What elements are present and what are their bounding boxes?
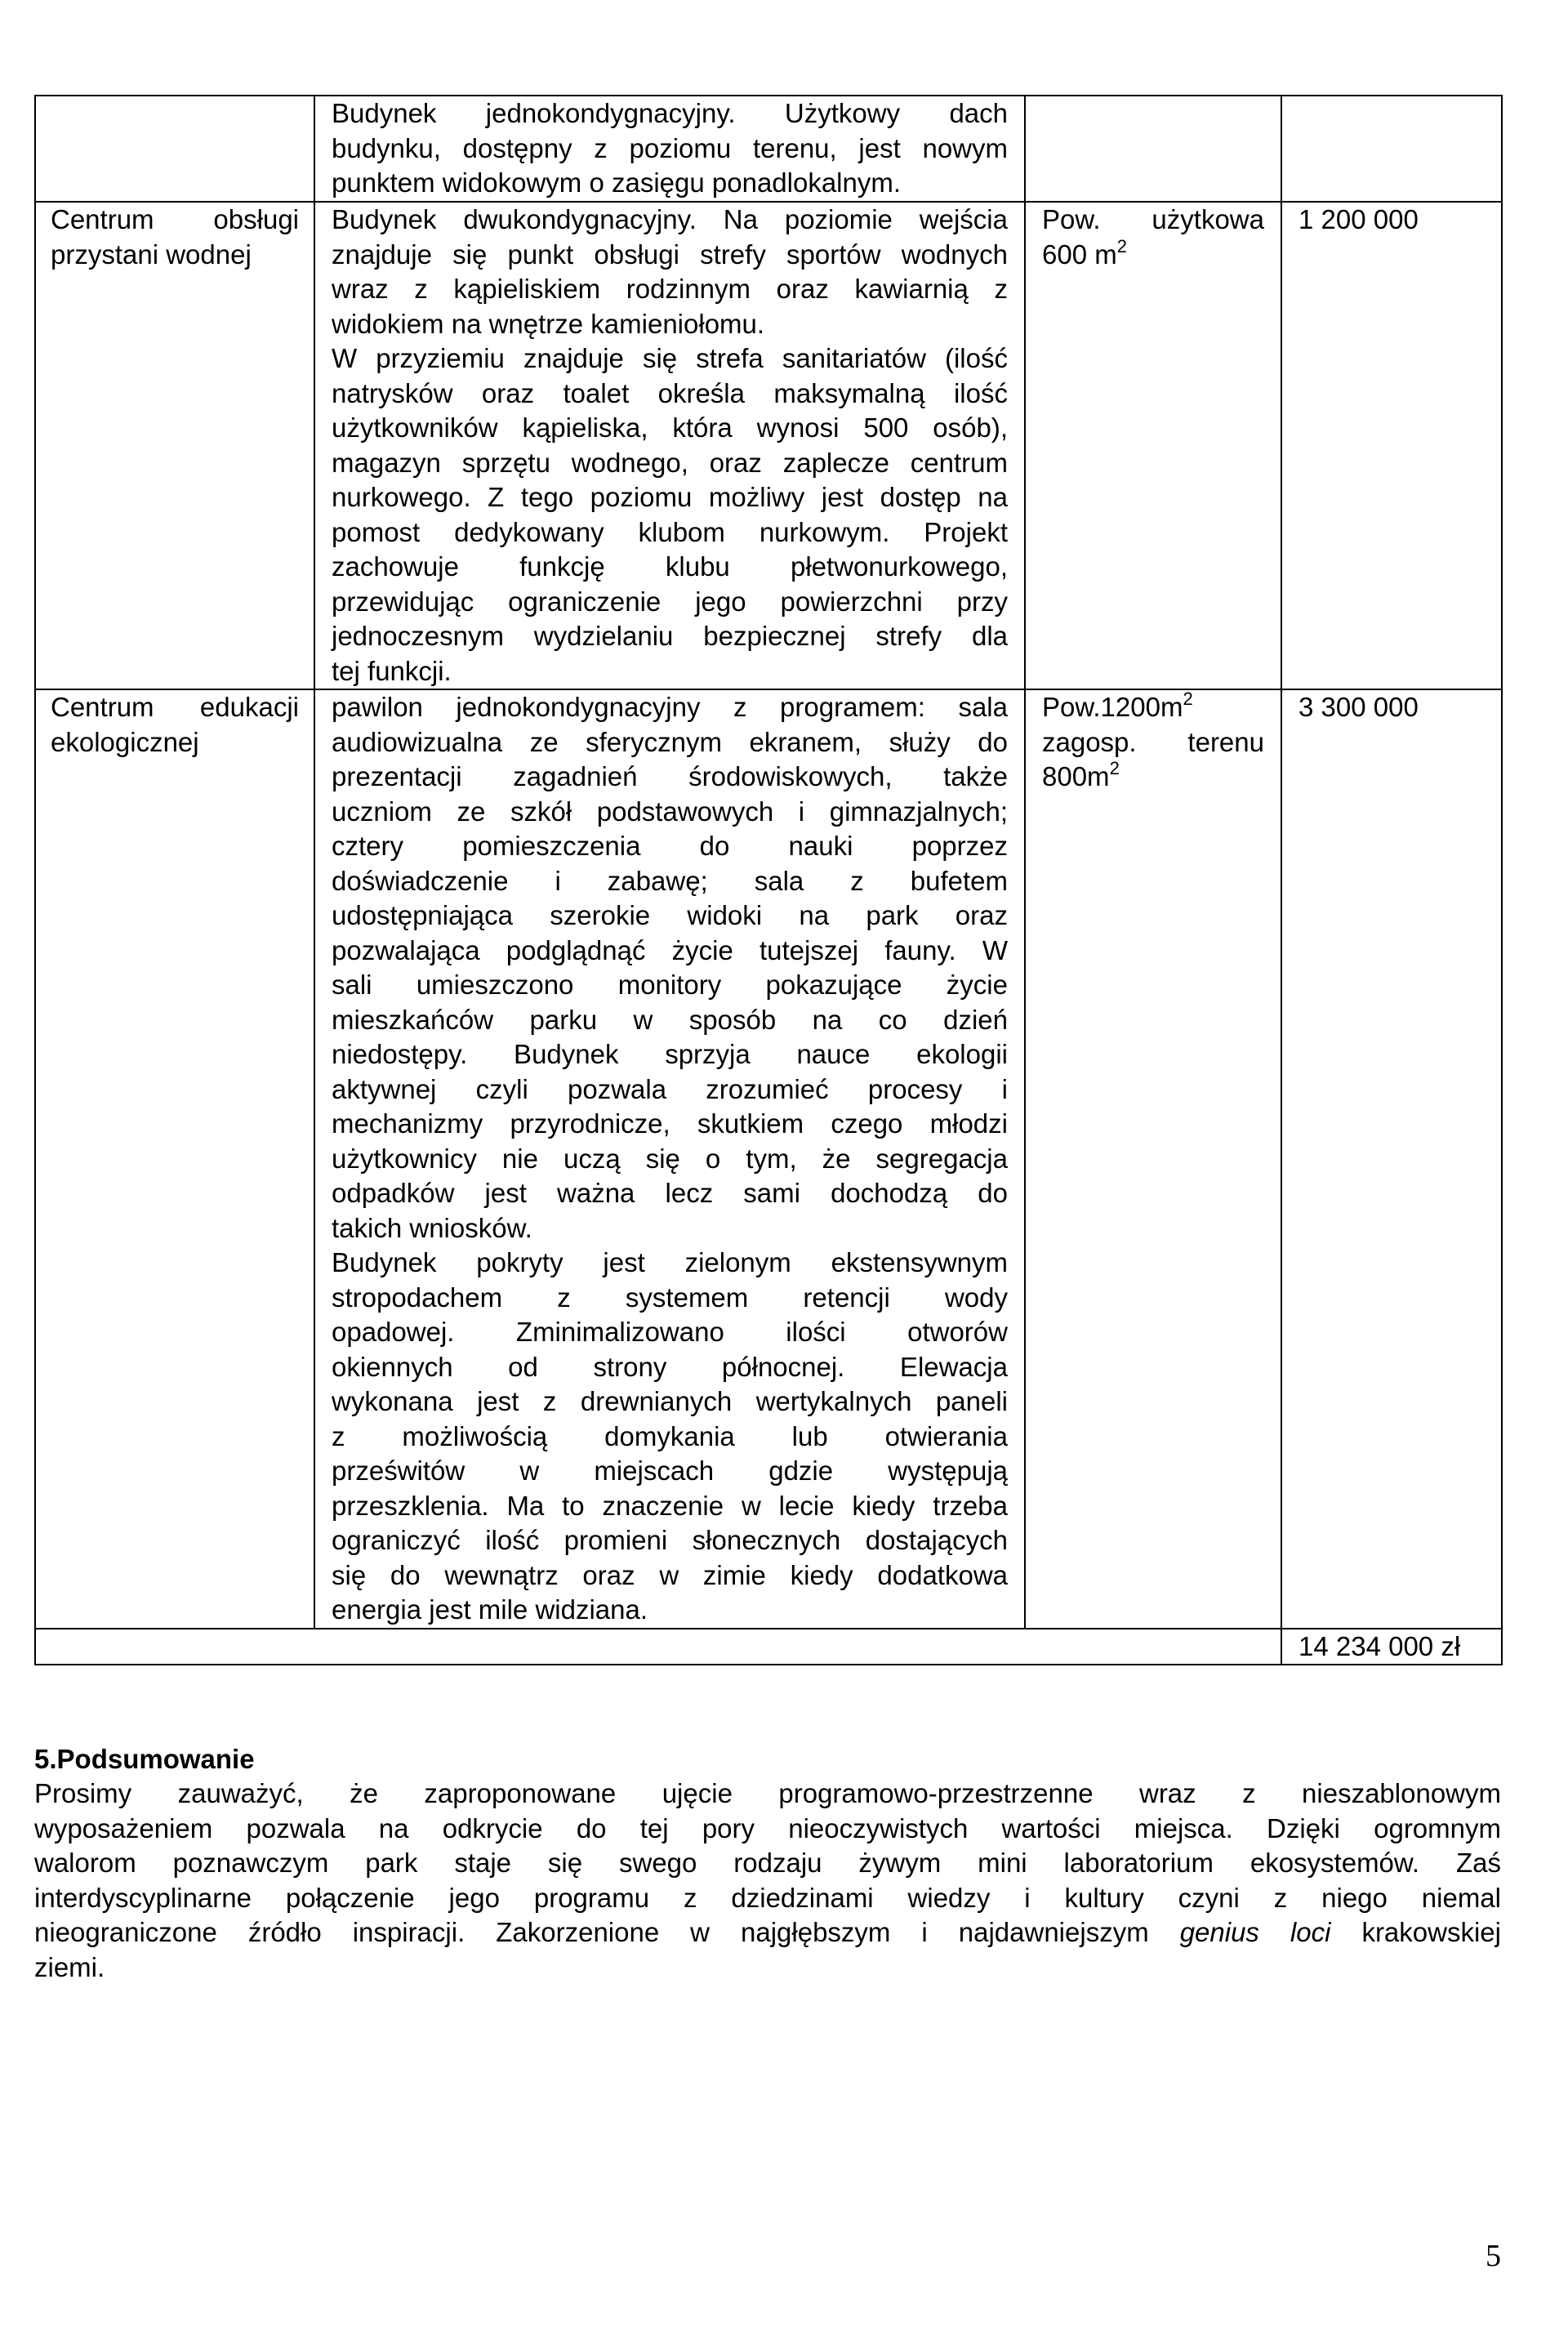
description-line: stropodachem z systemem retencji wody	[332, 1282, 1008, 1313]
description-line: mechanizmy przyrodnicze, skutkiem czego młodzi	[332, 1108, 1008, 1139]
area-line: Pow. użytkowa	[1042, 204, 1264, 234]
description-line: magazyn sprzętu wodnego, oraz zaplecze centrum	[332, 447, 1008, 478]
description-line: mieszkańców parku w sposób na co dzień	[332, 1004, 1008, 1035]
description-line: użytkownicy nie uczą się o tym, że segregacja	[332, 1143, 1008, 1174]
cost-cell: 1 200 000	[1281, 202, 1502, 689]
description-line: ograniczyć ilość promieni słonecznych dostających	[332, 1525, 1008, 1555]
paragraph-line: interdyscyplinarne połączenie jego programu z dziedzinami wiedzy i kultury czyni z niego niemal	[34, 1882, 1501, 1913]
area-cell	[1025, 96, 1281, 202]
paragraph-line: wyposażeniem pozwala na odkrycie do tej pory nieoczywistych wartości miejsca. Dzięki ogromnym	[34, 1812, 1501, 1843]
paragraph-line	[34, 1915, 1501, 1950]
description-line: W przyziemiu znajduje się strefa sanitariatów (ilość	[332, 343, 1008, 373]
table-row	[35, 689, 1502, 1629]
description-line: cztery pomieszczenia do nauki poprzez	[332, 831, 1008, 861]
facility-description-cell	[314, 96, 1025, 202]
description-line: udostępniająca szerokie widoki na park oraz	[332, 900, 1008, 930]
description-line: użytkowników kąpieliska, która wynosi 500 osób),	[332, 412, 1008, 443]
description-line: Budynek jednokondygnacyjny. Użytkowy dach	[332, 98, 1008, 128]
description-line: jednoczesnym wydzielaniu bezpiecznej strefy dla	[332, 621, 1008, 651]
summary-paragraph	[34, 1777, 1501, 1985]
description-line: przewidując ograniczenie jego powierzchni przy	[332, 586, 1008, 617]
italic-term: genius loci	[1179, 1917, 1331, 1947]
table-row	[35, 202, 1502, 689]
description-line: niedostępy. Budynek sprzyja nauce ekologii	[332, 1039, 1008, 1069]
facility-name-line: Centrum edukacji	[51, 692, 299, 722]
description-line: wraz z kąpieliskiem rodzinnym oraz kawiarnią z	[332, 274, 1008, 304]
area-cell	[1025, 689, 1281, 1629]
area-line: zagosp. terenu	[1042, 726, 1264, 757]
description-line: pomost dedykowany klubom nurkowym. Projekt	[332, 516, 1008, 547]
description-line: widokiem na wnętrze kamieniołomu.	[332, 308, 765, 339]
description-line: Budynek pokryty jest zielonym ekstensywnym	[332, 1247, 1008, 1277]
description-line: odpadków jest ważna lecz sami dochodzą do	[332, 1178, 1008, 1208]
description-line: nurkowego. Z tego poziomu możliwy jest dostęp na	[332, 482, 1008, 512]
facility-name-cell	[35, 689, 314, 1629]
description-line: z możliwością domykania lub otwierania	[332, 1420, 1008, 1451]
paragraph-text: krakowskiej	[1330, 1917, 1501, 1947]
area-line	[1042, 690, 1264, 725]
total-row	[35, 1629, 1502, 1665]
facility-name-line: Centrum obsługi	[51, 204, 299, 234]
description-line: aktywnej czyli pozwala zrozumieć procesy i	[332, 1073, 1008, 1104]
description-line: takich wniosków.	[332, 1212, 532, 1243]
description-line: pawilon jednokondygnacyjny z programem: sala	[332, 692, 1008, 722]
facility-description-cell	[314, 202, 1025, 689]
facility-name-line: przystani wodnej	[51, 239, 252, 270]
section-heading: 5.Podsumowanie	[34, 1744, 255, 1774]
description-line: uczniom ze szkół podstawowych i gimnazjalnych;	[332, 796, 1008, 827]
area-unit-superscript: 2	[1109, 758, 1120, 778]
summary-section	[34, 1742, 1501, 1985]
facility-name-cell	[35, 96, 314, 202]
description-line: audiowizualna ze sferycznym ekranem, służy do	[332, 726, 1008, 757]
description-line: doświadczenie i zabawę; sala z bufetem	[332, 865, 1008, 896]
description-line: przeszklenia. Ma to znaczenie w lecie kiedy trzeba	[332, 1490, 1008, 1521]
total-label-cell	[35, 1629, 1281, 1665]
cost-table	[34, 95, 1503, 1665]
page-number: 5	[1486, 2239, 1501, 2273]
table-row	[35, 96, 1502, 202]
area-cell	[1025, 202, 1281, 689]
description-line: budynku, dostępny z poziomu terenu, jest nowym	[332, 132, 1008, 163]
total-value: 14 234 000 zł	[1281, 1629, 1502, 1665]
area-unit-superscript: 2	[1116, 235, 1127, 256]
facility-name-cell	[35, 202, 314, 689]
paragraph-line: walorom poznawczym park staje się swego rodzaju żywym mini laboratorium ekosystemów. Zaś	[34, 1848, 1501, 1878]
facility-description-cell	[314, 689, 1025, 1629]
description-line: tej funkcji.	[332, 655, 452, 686]
description-line: prześwitów w miejscach gdzie występują	[332, 1456, 1008, 1486]
area-unit-superscript: 2	[1183, 689, 1193, 709]
area-value: 600 m	[1042, 239, 1117, 270]
description-line: Budynek dwukondygnacyjny. Na poziomie wejścia	[332, 204, 1008, 234]
area-line	[1042, 235, 1264, 273]
description-line: energia jest mile widziana.	[332, 1594, 648, 1625]
cost-cell	[1281, 96, 1502, 202]
description-line: wykonana jest z drewnianych wertykalnych paneli	[332, 1386, 1008, 1416]
description-line: okiennych od strony północnej. Elewacja	[332, 1351, 1008, 1382]
description-line: pozwalająca podglądnąć życie tutejszej fauny. W	[332, 934, 1008, 965]
facility-name-line: ekologicznej	[51, 726, 199, 757]
area-line	[1042, 760, 1264, 795]
description-line: się do wewnątrz oraz w zimie kiedy dodatkowa	[332, 1559, 1008, 1590]
paragraph-text: nieograniczone źródło inspiracji. Zakorzenione w najgłębszym i najdawniejszym	[34, 1917, 1180, 1947]
area-value: 800m	[1042, 761, 1110, 791]
description-line: znajduje się punkt obsługi strefy sportów wodnych	[332, 239, 1008, 270]
description-line: opadowej. Zminimalizowano ilości otworów	[332, 1317, 1008, 1347]
description-line: zachowuje funkcję klubu płetwonurkowego,	[332, 551, 1008, 582]
area-value: Pow.1200m	[1042, 692, 1183, 722]
description-line: punktem widokowym o zasięgu ponadlokalnym.	[332, 167, 902, 198]
paragraph-line: Prosimy zauważyć, że zaproponowane ujęcie programowo-przestrzenne wraz z nieszablonowym	[34, 1778, 1501, 1808]
description-line: natrysków oraz toalet określa maksymalną ilość	[332, 377, 1008, 408]
cost-cell: 3 300 000	[1281, 689, 1502, 1629]
description-line: sali umieszczono monitory pokazujące życie	[332, 970, 1008, 1000]
paragraph-line: ziemi.	[34, 1951, 105, 1982]
description-line: prezentacji zagadnień środowiskowych, także	[332, 761, 1008, 791]
